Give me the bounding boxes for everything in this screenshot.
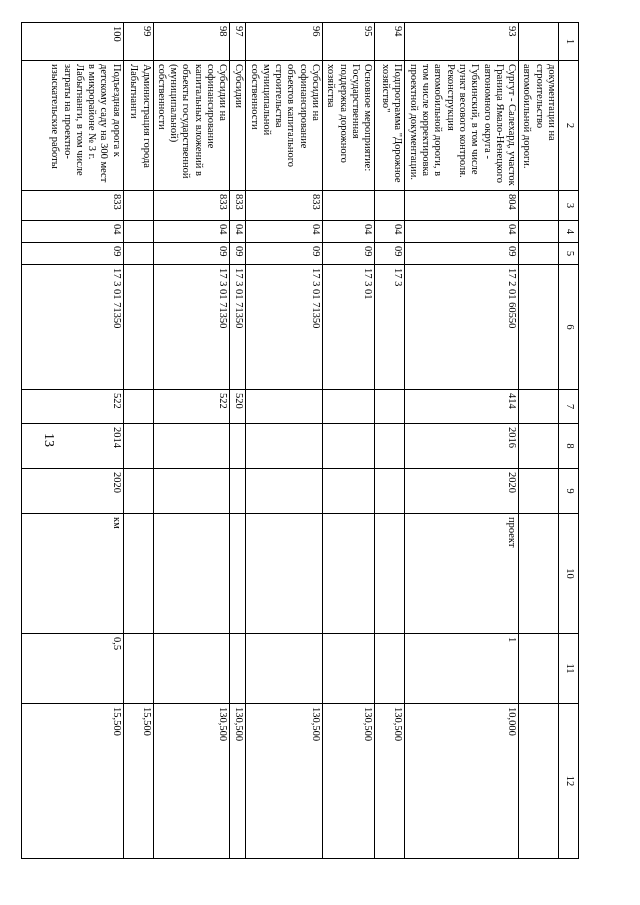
cell-ministry [375,191,405,221]
cell-subsection: 09 [405,243,519,265]
cell-unit [375,514,405,634]
column-header: 4 [559,221,579,243]
table-row [230,23,246,859]
cell-target-article: 17 3 01 [323,265,375,390]
cell-end-year [230,469,246,514]
cell-target-article: 17 3 [375,265,405,390]
cell-number [519,23,559,61]
cell-start-year: 2016 [405,424,519,469]
page-number: 13 [41,433,56,447]
column-header: 7 [559,390,579,424]
cell-end-year: 2020 [405,469,519,514]
column-header: 9 [559,469,579,514]
cell-capacity [230,634,246,704]
cell-target-article [519,265,559,390]
cell-name: Сургут - Салехард, участок Граница Ямало-Ненецкого автономного округа - Губкинский, в том числе пункт весового контроля. Реконструкция автомобильной дороги, в том числе корректировка проектной документации. [405,61,519,191]
cell-end-year [519,469,559,514]
cell-number: 99 [123,23,153,61]
cell-target-article: 17 2 01 60550 [405,265,519,390]
cell-section: 04 [153,221,230,243]
cell-unit: км [21,514,123,634]
cell-unit [519,514,559,634]
table-row [519,23,559,859]
cell-ministry: 804 [405,191,519,221]
budget-table-sheet [49,22,579,858]
cell-expense-type [323,390,375,424]
cell-amount: 10,000 [405,704,519,859]
cell-start-year [519,424,559,469]
column-header: 8 [559,424,579,469]
cell-unit [123,514,153,634]
cell-end-year: 2020 [21,469,123,514]
cell-ministry: 833 [230,191,246,221]
cell-subsection: 09 [323,243,375,265]
cell-subsection: 09 [230,243,246,265]
cell-number: 100 [21,23,123,61]
cell-start-year [153,424,230,469]
column-header: 11 [559,634,579,704]
cell-capacity: 1 [405,634,519,704]
cell-amount: 130,500 [153,704,230,859]
cell-section [519,221,559,243]
cell-section: 04 [230,221,246,243]
cell-name: документации на строительство автомобильной дороги. [519,61,559,191]
table-row [323,23,375,859]
cell-capacity [323,634,375,704]
cell-capacity [123,634,153,704]
cell-number: 94 [375,23,405,61]
cell-name: Основное мероприятие: Государственная поддержка дорожного хозяйства [323,61,375,191]
cell-end-year [153,469,230,514]
cell-subsection: 09 [153,243,230,265]
column-header: 2 [559,61,579,191]
cell-end-year [323,469,375,514]
column-header: 10 [559,514,579,634]
cell-target-article: 17 3 01 71350 [21,265,123,390]
table-row [375,23,405,859]
cell-ministry [519,191,559,221]
budget-table [21,22,579,859]
cell-expense-type [375,390,405,424]
cell-number: 98 [153,23,230,61]
cell-ministry: 833 [21,191,123,221]
cell-amount: 130,500 [323,704,375,859]
cell-number: 97 [230,23,246,61]
cell-name: Субсидии на софинансирование капитальных вложений в объекты государственной (муниципальной) собственности [153,61,230,191]
column-header: 3 [559,191,579,221]
table-row [21,23,123,859]
cell-capacity [375,634,405,704]
cell-target-article [123,265,153,390]
cell-ministry [123,191,153,221]
cell-subsection [123,243,153,265]
cell-end-year [375,469,405,514]
cell-target-article: 17 3 01 71350 [246,265,323,390]
cell-unit [323,514,375,634]
cell-target-article: 17 3 01 71350 [153,265,230,390]
cell-subsection: 09 [246,243,323,265]
table-row [246,23,323,859]
cell-start-year [123,424,153,469]
cell-unit [230,514,246,634]
cell-section: 04 [375,221,405,243]
cell-section [123,221,153,243]
cell-start-year [323,424,375,469]
cell-expense-type: 522 [153,390,230,424]
cell-number: 96 [246,23,323,61]
cell-amount: 130,500 [230,704,246,859]
cell-capacity [246,634,323,704]
cell-amount: 15,500 [123,704,153,859]
cell-unit [246,514,323,634]
cell-start-year [230,424,246,469]
column-header: 1 [559,23,579,61]
cell-amount [519,704,559,859]
cell-amount: 130,500 [375,704,405,859]
table-row [405,23,519,859]
cell-subsection: 09 [375,243,405,265]
cell-ministry: 833 [153,191,230,221]
cell-ministry [323,191,375,221]
table-row [123,23,153,859]
cell-expense-type: 520 [230,390,246,424]
cell-target-article: 17 3 01 71350 [230,265,246,390]
cell-end-year [123,469,153,514]
cell-number: 93 [405,23,519,61]
cell-subsection [519,243,559,265]
cell-subsection: 09 [21,243,123,265]
cell-expense-type [123,390,153,424]
cell-section: 04 [246,221,323,243]
cell-capacity [519,634,559,704]
cell-start-year [246,424,323,469]
cell-amount: 15,500 [21,704,123,859]
cell-name: Подпрограмма "Дорожное хозяйство" [375,61,405,191]
cell-name: Администрация города Лабытнанги [123,61,153,191]
cell-capacity [153,634,230,704]
cell-section: 04 [323,221,375,243]
cell-name: Подъездная дорога к детскому саду на 300 мест в микрорайоне № 3 г. Лабытнанги, в том числе затраты на проектно-изыскательские работы [21,61,123,191]
cell-expense-type: 522 [21,390,123,424]
cell-expense-type [519,390,559,424]
cell-ministry: 833 [246,191,323,221]
cell-unit: проект [405,514,519,634]
column-header: 6 [559,265,579,390]
header-row [559,23,579,859]
cell-end-year [246,469,323,514]
cell-start-year: 2014 [21,424,123,469]
cell-section: 04 [21,221,123,243]
cell-name: Субсидии [230,61,246,191]
cell-amount: 130,500 [246,704,323,859]
cell-capacity: 0,5 [21,634,123,704]
cell-name: Субсидии на софинансирование объектов капитального строительства муниципальной собственности [246,61,323,191]
column-header: 5 [559,243,579,265]
cell-section: 04 [405,221,519,243]
cell-expense-type [246,390,323,424]
cell-unit [153,514,230,634]
cell-expense-type: 414 [405,390,519,424]
cell-start-year [375,424,405,469]
column-header: 12 [559,704,579,859]
cell-number: 95 [323,23,375,61]
table-row [153,23,230,859]
